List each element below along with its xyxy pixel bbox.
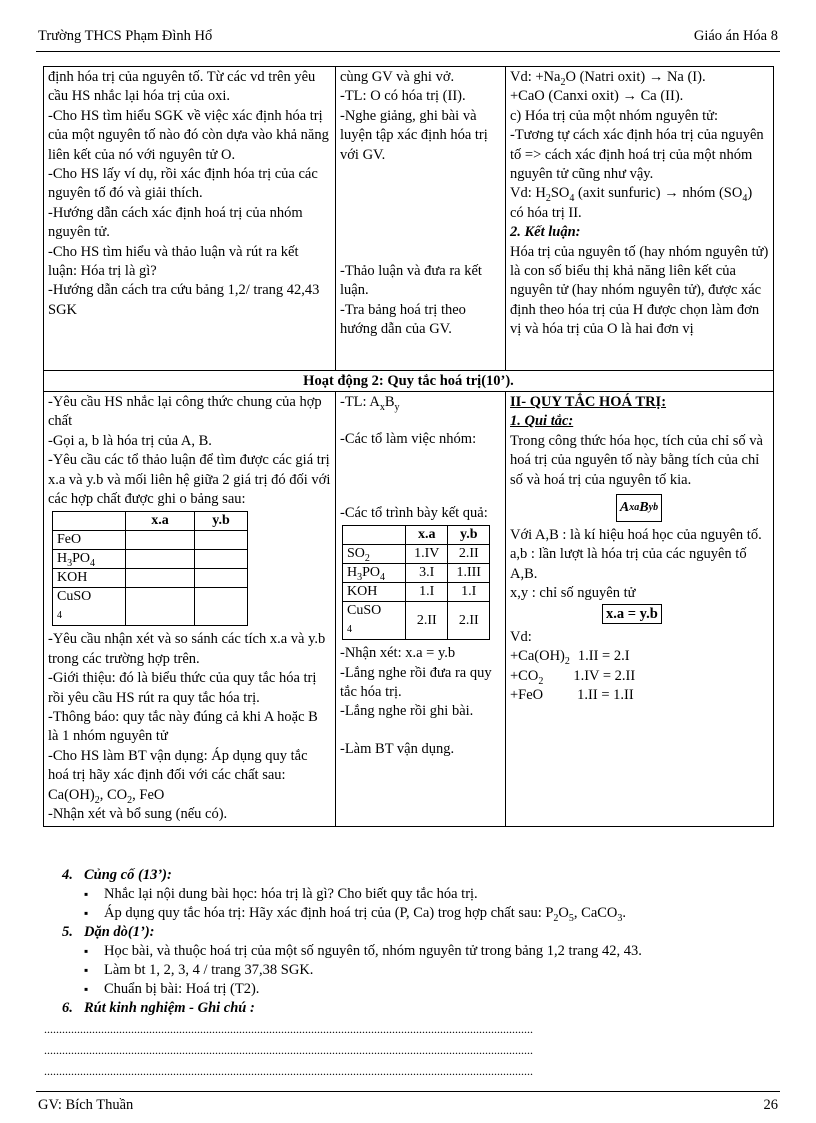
section-notes: 6. Rút kinh nghiệm - Ghi chú :	[62, 1000, 255, 1016]
group-valence-text: -Tương tự cách xác định hóa trị của nguyên tố => cách xác định hoá trị của một nhóm nguyên tử cũng như vậy.	[510, 127, 764, 183]
legend-line: Với A,B : là kí hiệu hoá học của nguyên tố.	[510, 527, 762, 544]
teacher-line: -Hướng dẫn cách xác định hoá trị của nhóm nguyên tử.	[48, 204, 303, 241]
student-line: cùng GV và ghi vở.	[340, 69, 455, 85]
teacher-line: -Yêu cầu HS nhắc lại công thức chung của hợp chất	[48, 394, 322, 430]
page-header	[38, 28, 778, 48]
example-h2so4: Vd: $H_2SO_4$ (axit sunfuric) → nhóm $(SO_4)$ có hóa trị II.	[510, 185, 753, 221]
table-row: $H_3PO_4$ 3.I 1.III	[343, 564, 490, 583]
teacher-line: định hóa trị của nguyên tố. Từ các vd trên yêu cầu HS nhắc lại hóa trị của oxi.	[48, 69, 316, 105]
example-ca: +CaO (Canxi oxit) → Ca (II).	[510, 88, 684, 105]
group-valence-heading: c) Hóa trị của một nhóm nguyên tử:	[510, 107, 718, 124]
section-consolidation: 4. Củng cố (13’): ▪ Nhắc lại nội dung bài học: hóa trị là gì? Cho biết quy tắc hóa trị. ▪ Áp dụng quy tắc hóa trị: Hãy xác định hoá trị của (P, Ca) trog hợp chất sau: $P_2O_5$, CaCO$_3$.	[62, 866, 782, 923]
table-row: CuSO 4	[53, 588, 248, 626]
content-col-1	[506, 67, 774, 371]
teacher-line: -Yêu cầu nhận xét và so sánh các tích x.a và y.b trong các trường hợp trên.	[48, 631, 326, 667]
table-row: FeO	[53, 531, 248, 550]
teacher-name: GV: Bích Thuần	[38, 1097, 134, 1113]
header-rule	[36, 51, 780, 52]
example-line: $+CO_2$ 1.IV = 2.II	[510, 667, 636, 687]
student-line: -Thảo luận và đưa ra kết luận.	[340, 263, 482, 299]
teacher-line: -Yêu cầu các tổ thảo luận để tìm được các giá trị x.a và y.b và mối liên hệ giữa 2 giá trị đó đối với các hợp chất được ghi o bảng sau:	[48, 452, 331, 508]
student-col-1	[336, 67, 506, 371]
rule-section-title: II- QUY TẮC HOÁ TRỊ:	[510, 394, 667, 410]
dotted-line: ...................................................................................................................................................................	[44, 1043, 533, 1057]
teacher-line: -Cho HS làm BT vận dụng: Áp dụng quy tắc hoá trị hãy xác định đối với các chất sau: $Ca(OH)_2$, $CO_2$, FeO	[48, 747, 308, 806]
content-col-2	[506, 392, 774, 827]
activity1-row	[44, 67, 774, 371]
student-line: -Lắng nghe rồi ghi bài.	[340, 703, 474, 720]
table-row: $H_3PO_4$	[53, 550, 248, 569]
teacher-line: -Thông báo: quy tắc này đúng cả khi A hoặc B là 1 nhóm nguyên tử	[48, 709, 318, 745]
teacher-line: -Cho HS lấy ví dụ, rồi xác định hóa trị của các nguyên tố đó và giải thích.	[48, 166, 318, 202]
lesson-table	[43, 66, 774, 827]
result-table: x.a y.b $SO_2$ 1.IV 2.II $H_3PO_4$ 3.I 1.III KOH 1.I 1.I CuSO 4 2.II 2.II	[342, 525, 490, 640]
example-line: $+Ca(OH)_2$ 1.II = 2.I	[510, 648, 630, 668]
dotted-line: ...................................................................................................................................................................	[44, 1022, 533, 1036]
example-line: +FeO 1.II = 1.II	[510, 687, 634, 704]
dotted-line: ...................................................................................................................................................................	[44, 1064, 533, 1078]
teacher-line: -Giới thiệu: đó là biểu thức của quy tắc hóa trị rồi yêu cầu HS rút ra quy tắc hóa trị.	[48, 670, 317, 706]
teacher-line: -Cho HS tìm hiểu và thảo luận và rút ra kết luận: Hóa trị là gì?	[48, 243, 299, 280]
teacher-col-1	[44, 67, 336, 371]
example-label: Vd:	[510, 629, 532, 646]
student-col-2	[336, 392, 506, 827]
list-item: ▪ Áp dụng quy tắc hóa trị: Hãy xác định hoá trị của (P, Ca) trog hợp chất sau: $P_2O_5$, CaCO$_3$.	[104, 904, 782, 923]
student-line: -Các tổ trình bày kết quả:	[340, 504, 488, 521]
example-na: Vd: $+Na_2O$ (Natri oxit) → Na (I).	[510, 69, 706, 88]
student-line: -Tra bảng hoá trị theo hướng dẫn của GV.	[340, 301, 466, 338]
teacher-line: -Gọi a, b là hóa trị của A, B.	[48, 432, 212, 449]
student-line: -Các tổ làm việc nhóm:	[340, 431, 477, 448]
teacher-line: -Hướng dẫn cách tra cứu bảng 1,2/ trang 42,43 SGK	[48, 282, 320, 318]
activity2-row	[44, 392, 774, 827]
table-row: $SO_2$ 1.IV 2.II	[343, 545, 490, 564]
conclusion-title: 2. Kết luận:	[510, 224, 581, 241]
student-line: -Lắng nghe rồi đưa ra quy tắc hóa trị.	[340, 664, 492, 701]
subject-name: Giáo án Hóa 8	[693, 28, 778, 44]
section-homework: 5. Dặn dò(1’): ▪ Học bài, và thuộc hoá trị của một số nguyên tố, nhóm nguyên tử trong bảng 1,2 trang 42, 43. ▪ Làm bt 1, 2, 3, 4 / trang 37,38 SGK. ▪ Chuẩn bị bài: Hoá trị (T2).	[62, 923, 782, 999]
student-line: -TL: O có hóa trị (II).	[340, 88, 466, 105]
student-line: -Nghe giảng, ghi bài và luyện tập xác định hóa trị với GV.	[340, 107, 488, 163]
teacher-line: -Nhận xét và bổ sung (nếu có).	[48, 806, 228, 823]
table-row: KOH 1.I 1.I	[343, 583, 490, 602]
teacher-line: -Cho HS tìm hiểu SGK về việc xác định hóa trị của một nguyên tố nào đó còn dựa vào khả năng liên kết của nó với nguyên tử O.	[48, 107, 329, 163]
conclusion-text: Hóa trị của nguyên tố (hay nhóm nguyên tử) là con số biểu thị khả năng liên kết của nguyên tử (hay nhóm nguyên tử), được xác định theo hóa trị của H được chọn làm đơn vị và hóa trị của O là hai đơn vị	[510, 243, 769, 338]
student-line: -Làm BT vận dụng.	[340, 740, 455, 757]
legend-line: x,y : chỉ số nguyên tử	[510, 585, 636, 602]
legend-line: a,b : lần lượt là hóa trị của các nguyên tố A,B.	[510, 546, 747, 582]
page-footer	[38, 1097, 778, 1117]
list-item: ▪ Học bài, và thuộc hoá trị của một số nguyên tố, nhóm nguyên tử trong bảng 1,2 trang 42, 43.	[104, 942, 782, 961]
activity2-title: Hoạt động 2: Quy tắc hoá trị(10’).	[44, 371, 774, 392]
school-name: Trường THCS Phạm Đình Hổ	[38, 28, 213, 44]
footer-rule	[36, 1091, 780, 1092]
rule-subtitle: 1. Qui tắc:	[510, 413, 574, 430]
student-line: -TL: $A_xB_y$	[340, 394, 400, 413]
table-row: KOH	[53, 569, 248, 588]
student-line: -Nhận xét: x.a = y.b	[340, 645, 456, 662]
rule-text: Trong công thức hóa học, tích của chỉ số và hoá trị của nguyên tố này bằng tích của chỉ số và hoá trị của nguyên tố kia.	[510, 432, 763, 488]
list-item: ▪ Nhắc lại nội dung bài học: hóa trị là gì? Cho biết quy tắc hóa trị.	[104, 885, 782, 904]
table-row: CuSO 4 2.II 2.II	[343, 602, 490, 640]
activity2-heading-row	[44, 371, 774, 392]
general-formula-image: A x a B y b	[616, 494, 662, 522]
list-item: ▪ Chuẩn bị bài: Hoá trị (T2).	[104, 980, 782, 999]
empty-compound-table: x.a y.b FeO $H_3PO_4$ KOH CuSO 4	[52, 511, 248, 626]
list-item: ▪ Làm bt 1, 2, 3, 4 / trang 37,38 SGK.	[104, 961, 782, 980]
page-number: 26	[763, 1097, 778, 1113]
rule-formula-box: x.a = y.b	[602, 604, 662, 624]
closing-sections	[62, 866, 782, 1018]
teacher-col-2	[44, 392, 336, 827]
